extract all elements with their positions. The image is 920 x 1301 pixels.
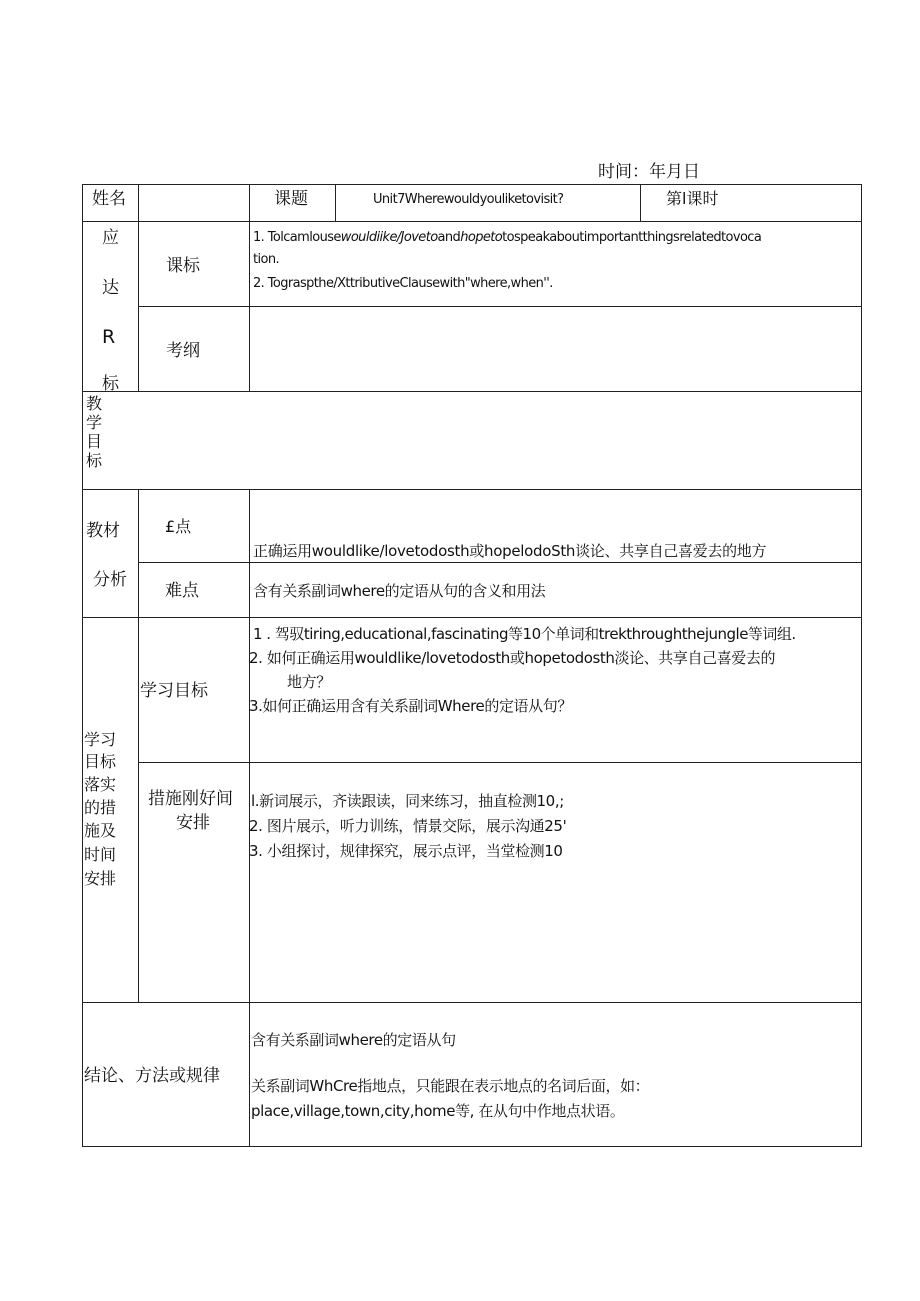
material-label-b: 分析	[93, 570, 127, 590]
measure-item-1: l.新词展示，齐读跟读，同来练习，抽直检测10,;	[251, 792, 564, 810]
study-side-line-1: 学习	[84, 730, 117, 749]
conclusion-line-3: place,village,town,city,home等, 在从句中作地点状语。	[251, 1102, 625, 1120]
study-side-line-7: 安排	[84, 869, 117, 888]
teaching-goal-char-2: 学	[86, 413, 103, 432]
measure-item-3: 3. 小组探讨，规律探究，展示点评，当堂检测10	[249, 842, 563, 860]
study-side-line-4: 的措	[84, 798, 117, 817]
study-side-line-6: 时间	[84, 845, 117, 864]
measures-label-1: 措施刚好间	[148, 789, 233, 809]
curriculum-line-1: 1. Tolcamlousewouldiike/Jovetoandhopetotospeakaboutimportantthingsrelatedtovoca	[253, 230, 762, 245]
study-goal-label: 学习目标	[140, 681, 208, 701]
study-goal-item-3: 3.如何正确运用含有关系副词Where的定语从句？	[249, 697, 572, 715]
measure-item-2: 2. 图片展示，听力训练，情景交际，展示沟通25'	[249, 817, 567, 835]
teaching-goal-char-1: 教	[86, 394, 103, 413]
goal-side-char-1: 应	[102, 228, 119, 248]
goal-side-char-2: 达	[102, 278, 119, 298]
study-side-line-3: 落实	[84, 775, 117, 794]
study-goal-item-2: 2. 如何正确运用wouldlike/lovetodosth或hopetodosth淡论、共享自己喜爱去的	[249, 649, 776, 667]
topic-label: 课题	[274, 189, 308, 209]
conclusion-line-1: 含有关系副词where的定语从句	[251, 1031, 456, 1049]
measures-label-2: 安排	[176, 813, 210, 833]
lesson-count: 第l课时	[666, 189, 719, 208]
study-side-line-5: 施及	[84, 821, 117, 840]
topic-value: Unit7Wherewouldyouliketovisit?	[373, 192, 564, 207]
key-point-label: £点	[165, 517, 192, 536]
conclusion-label: 结论、方法或规律	[84, 1066, 220, 1086]
goal-side-char-4: 标	[102, 374, 119, 394]
syllabus-label: 考纲	[166, 341, 200, 361]
conclusion-line-2: 关系副词WhCre指地点，只能跟在表示地点的名词后面，如：	[251, 1077, 650, 1095]
curriculum-line-1-cont: tion.	[253, 252, 280, 267]
study-goal-item-1: 1 . 驾驭tiring,educational,fascinating等10个单词和trekthroughthejungle等词组.	[253, 625, 796, 643]
goal-side-char-3: R	[102, 326, 116, 348]
study-goal-item-2-cont: 地方？	[287, 673, 331, 691]
date-label: 时间：年月日	[598, 162, 700, 182]
key-point-text: 正确运用wouldlike/lovetodosth或hopelodoSth谈论、共享自己喜爱去的地方	[253, 542, 767, 560]
curriculum-label: 课标	[166, 256, 200, 276]
name-label: 姓名	[92, 189, 126, 209]
teaching-goal-char-4: 标	[86, 451, 103, 470]
difficult-point-label: 难点	[165, 581, 199, 601]
difficult-point-text: 含有关系副词where的定语从句的含义和用法	[253, 582, 546, 600]
teaching-goal-char-3: 目	[86, 432, 103, 451]
curriculum-line-2: 2. Tograspthe/XttributiveClausewith"where,when''.	[253, 276, 553, 291]
study-side-line-2: 目标	[84, 752, 117, 771]
material-label-a: 教材	[86, 521, 120, 541]
